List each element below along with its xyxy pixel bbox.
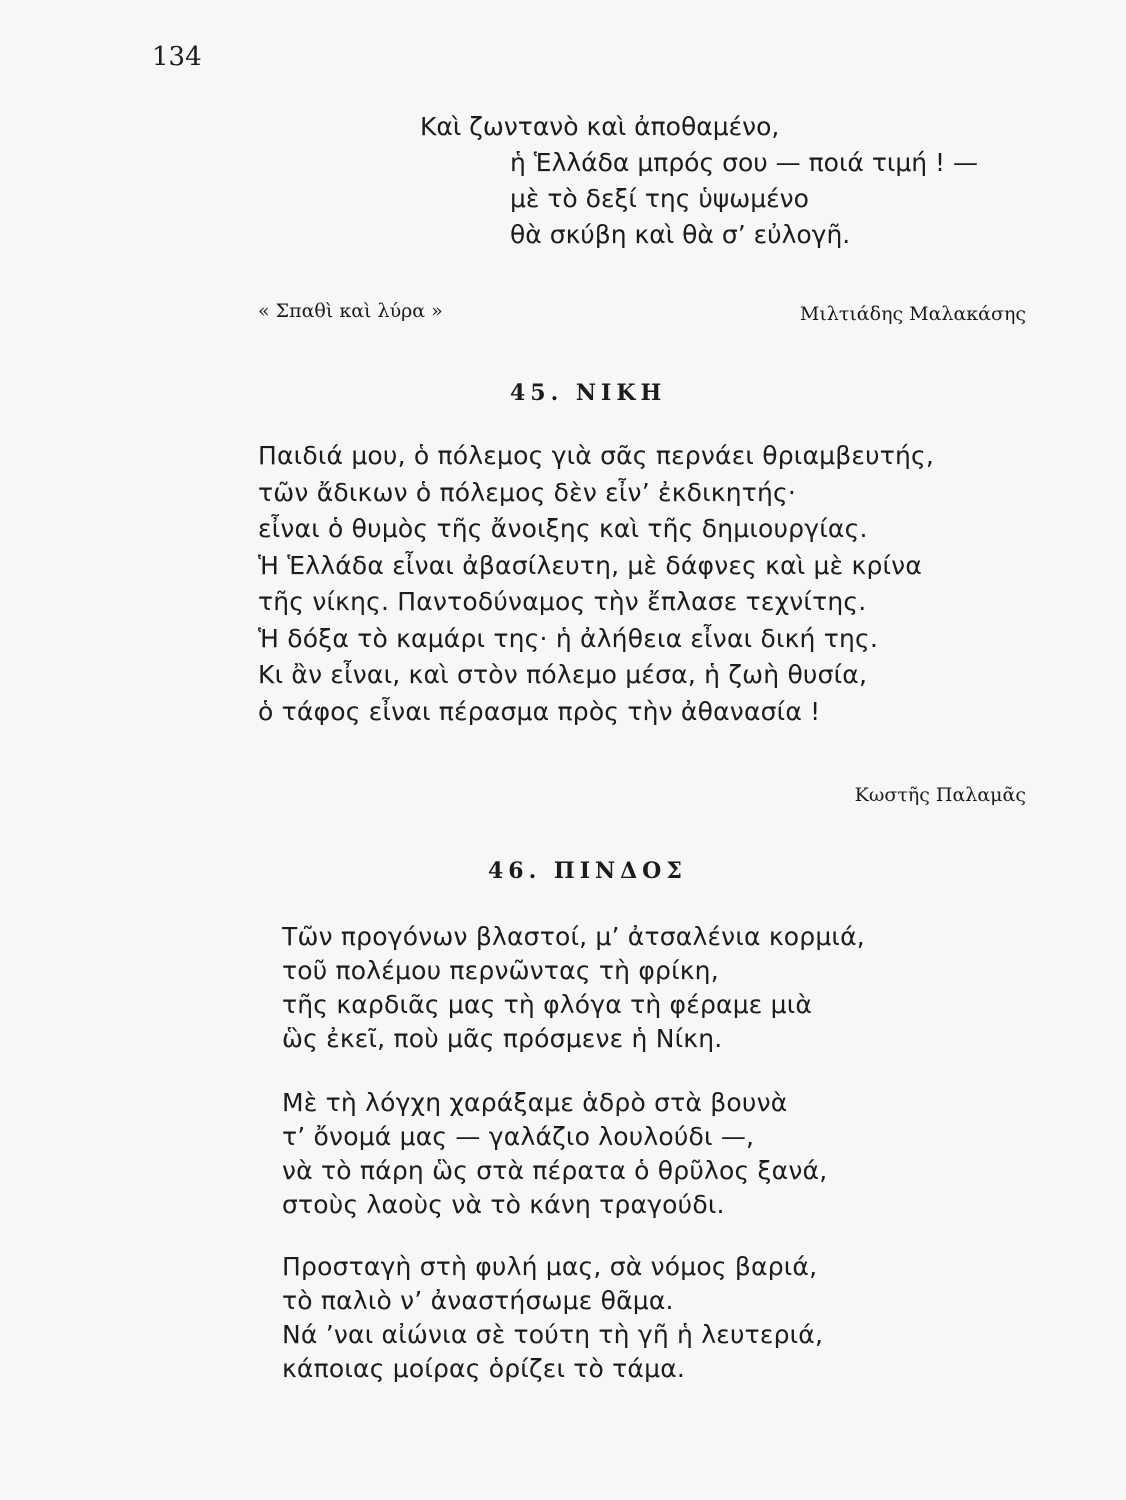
poem-45-body xyxy=(258,438,934,730)
poem-line: τοῦ πολέμου περνῶντας τὴ φρίκη, xyxy=(282,956,719,985)
poem-45-heading: 45. ΝΙΚΗ xyxy=(510,380,667,406)
poem-line: Προσταγὴ στὴ φυλή μας, σὰ νόμος βαριά, xyxy=(282,1252,818,1281)
poem-line: Ἡ Ἑλλάδα εἶναι ἀβασίλευτη, μὲ δάφνες καὶ μὲ κρίνα xyxy=(258,550,923,580)
poem-line: Παιδιά μου, ὁ πόλεμος γιὰ σᾶς περνάει θριαμβευτής, xyxy=(258,441,935,470)
poem-line: τῶν ἄδικων ὁ πόλεμος δὲν εἶν’ ἐκδικητής· xyxy=(258,477,797,507)
poem-line: Κι ἂν εἶναι, καὶ στὸν πόλεμο μέσα, ἡ ζωὴ θυσία, xyxy=(258,660,868,689)
page-number: 134 xyxy=(152,42,202,72)
poem-line: Νά ’ναι αἰώνια σὲ τούτη τὴ γῆ ἡ λευτεριά, xyxy=(282,1320,824,1349)
poem-line: Ἡ δόξα τὸ καμάρι της· ἡ ἀλήθεια εἶναι δική της. xyxy=(258,623,879,653)
fragment-line: ἡ Ἑλλάδα μπρός σου — ποιά τιμή ! — xyxy=(510,148,979,177)
poem-line: τῆς καρδιᾶς μας τὴ φλόγα τὴ φέραμε μιὰ xyxy=(282,990,813,1019)
poem-line: στοὺς λαοὺς νὰ τὸ κάνη τραγούδι. xyxy=(282,1190,725,1219)
poem-46-stanza-1 xyxy=(282,920,865,1056)
fragment-line: Καὶ ζωντανὸ καὶ ἀποθαμένο, xyxy=(420,112,780,141)
poem-line: εἶναι ὁ θυμὸς τῆς ἄνοιξης καὶ τῆς δημιουργίας. xyxy=(258,514,868,543)
poem-line: τῆς νίκης. Παντοδύναμος τὴν ἔπλασε τεχνίτης. xyxy=(258,587,867,616)
poem-line: τ’ ὄνομά μας — γαλάζιο λουλούδι —, xyxy=(282,1122,755,1151)
poem-line: κάποιας μοίρας ὁρίζει τὸ τάμα. xyxy=(282,1354,686,1383)
poem-45-author: Κωστῆς Παλαμᾶς xyxy=(854,784,1026,806)
fragment-line: μὲ τὸ δεξί της ὑψωμένο xyxy=(510,184,809,213)
poem-line: Τῶν προγόνων βλαστοί, μ’ ἀτσαλένια κορμιά, xyxy=(282,922,865,951)
poem-line: τὸ παλιὸ ν’ ἀναστήσωμε θᾶμα. xyxy=(282,1286,674,1315)
fragment-author: Μιλτιάδης Μαλακάσης xyxy=(799,303,1026,325)
poem-46-heading: 46. ΠΙΝΔΟΣ xyxy=(488,858,687,884)
poem-line: ὣς ἐκεῖ, ποὺ μᾶς πρόσμενε ἡ Νίκη. xyxy=(282,1024,723,1053)
poem-line: νὰ τὸ πάρη ὣς στὰ πέρατα ὁ θρῦλος ξανά, xyxy=(282,1156,828,1185)
poem-line: Μὲ τὴ λόγχη χαράξαμε ἁδρὸ στὰ βουνὰ xyxy=(282,1088,788,1117)
fragment-line: θὰ σκύβη καὶ θὰ σ’ εὐλογῆ. xyxy=(510,220,851,249)
poem-line: ὁ τάφος εἶναι πέρασμα πρὸς τὴν ἀθανασία ! xyxy=(258,696,821,726)
poem-46-stanza-2 xyxy=(282,1086,827,1222)
fragment-source: « Σπαθὶ καὶ λύρα » xyxy=(258,300,443,322)
poem-46-stanza-3 xyxy=(282,1250,823,1386)
